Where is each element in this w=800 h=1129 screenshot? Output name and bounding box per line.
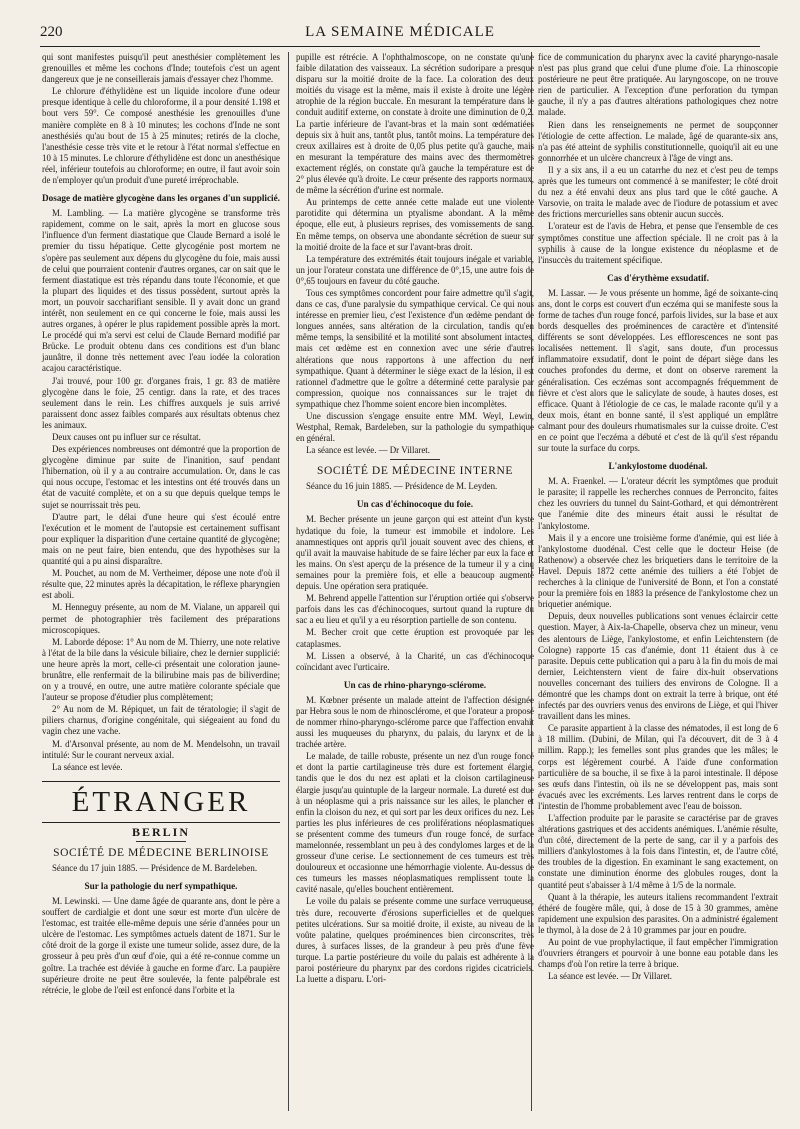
section-heading: L'ankylostome duodénal. [608,461,708,472]
paragraph: M. Lissen a observé, à la Charité, un cas d'échinocoque coïncidant avec l'urticaire. [296,650,534,672]
paragraph: Ce parasite appartient à la classe des nématodes, il est long de 6 à 18 millim. (Dubini, de Milan, qui l'a découvert, dit de 3 à 4 millim. Rapp.); les femelles sont plus grandes que les mâles; le corps est légèrement courbé. A l'aide d'une conformation particulière de sa bouche, il se fixe à la paroi intestinale. Il dépose ses œufs dans l'intestin, où ils ne se développent pas, mais sont évacués avec les excréments. Les larves rentrent dans le corps de l'intestin de l'homme probablement avec l'eau de boisson. [538,723,778,811]
paragraph: 2° Au nom de M. Répiquet, un fait de tératologie; il s'agit de piliers charnus, d'origine congénitale, qui siégeaient au fond du vagin chez une vache. [42,704,280,737]
paragraph: M. A. Fraenkel. — L'orateur décrit les symptômes que produit le parasite; il rappelle les recherches connues de Perroncito, faites chez les ouvriers du tunnel du Saint-Gothard, et qui démontrèrent que l'anémie dite des mineurs était aussi le résultat de l'ankylostome. [538,476,778,531]
paragraph: M. d'Arsonval présente, au nom de M. Mendelsohn, un travail intitulé: Sur le courant nerveux axial. [42,738,280,760]
paragraph: J'ai trouvé, pour 100 gr. d'organes frais, 1 gr. 83 de matière glycogène dans le foie, 25 centigr. dans la rate, et des traces seulement dans le rein. Les chiffres auxquels je suis arrivé paraissent donc assez faibles comparés aux résultats obtenus chez les animaux. [42,375,280,430]
section-heading: Cas d'érythème exsudatif. [607,272,709,283]
paragraph: Il y a six ans, il a eu un catarrhe du nez et c'est peu de temps après que les tumeurs ont commencé à se manifester; le côté droit du nez a été envahi deux ans plus tard que le côté gauche. A Varsovie, on traita le malade avec de l'iodure de potassium et avec des frictions mercurielles sans obtenir aucun succès. [538,164,778,220]
paragraph: Le malade, de taille robuste, présente un nez d'un rouge foncé et dont la partie cartilagineuse très dure est fortement élargie, tandis que le dos du nez est aplati et la cloison cartilagineuse élargie jusqu'au quintuple de la largeur normale. La dureté est due à un néoplasme qui a pris naissance sur les ailes, le plancher et enfin la cloison du nez, et qui sort par les deux orifices du nez. Les parties les plus inférieures de ces proliférations néoplasmatiques se présentent comme des tumeurs d'un rouge foncé, de surface mamelonnée, ressemblant un peu à des condylomes larges et de la grosseur d'une cerise. Le sectionnement de ces tumeurs est très douloureux et occasionne une hémorrhagie violente. Au-dessus de ces tumeurs les masses néoplasmatiques remplissent toute la cavité nasale, qu'elles bouchent entièrement. [296,751,534,895]
paragraph: Depuis, deux nouvelles publications sont venues éclaircir cette question. Mayer, à Aix-la-Chapelle, observa chez un mineur, venu des alentours de Liège, l'ankylostome, et enfin Leichtenstern (de Cologne) rapporte 15 cas d'anémie, dont 11 étaient dus à ce parasite. Depuis cette publication qui a paru à la fin du mois de mai dernier, Leichtenstern vient de faire dix-huit observations nouvelles concernant des tuiliers des environs de Cologne. Il a démontré que les champs dont on extrait la terre à brique, ont été infectés par des ouvriers venus des environs de Liège, et qui l'hiver travaillent dans les mines. [538,611,778,722]
paragraph: L'affection produite par le parasite se caractérise par de graves altérations gastriques et des accidents anémiques. L'anémie résulte, d'un côté, directement de la perte de sang, car il y a parfois des milliers d'ankylostomes à la fois dans l'intestin, et, de l'autre côté, des troubles de la digestion. En examinant le sang exactement, on constate une diminution énorme des globules rouges, dont la quantité peut s'abaisser à 1/4 même à 1/5 de la normale. [538,813,778,890]
column-divider-1 [288,52,289,1111]
paragraph: Une discussion s'engage ensuite entre MM. Weyl, Lewin, Westphal, Remak, Bardeleben, sur la pathologie du sympathique en général. [296,411,534,444]
paragraph: Le chlorure d'éthylidène est un liquide incolore d'une odeur presque identique à celle du chloroforme, il a pour densité 1.198 et bout vers 59°. Ce composé anesthésie les grenouilles d'une manière complète en 8 à 10 minutes; les cochons d'Inde ne sont anesthésiés qu'au bout de 15 à 25 minutes; retirés de la cloche, l'anesthésie cesse très vite et le retour à l'état normal s'effectue en 10 à 15 minutes. Le chlorure d'éthylidène est donc un anesthésique réel, inférieur toutefois au chloroforme; en outre, il faut avoir soin de n'employer qu'un produit d'une pureté irréprochable. [42,86,280,186]
society-heading: SOCIÉTÉ DE MÉDECINE BERLINOISE [53,846,269,859]
page-header [40,24,760,46]
paragraph: Tous ces symptômes concordent pour faire admettre qu'il s'agit, dans ce cas, d'une paralysie du sympathique cervical. Ce qui nous intéresse en premier lieu, c'est l'existence d'un œdème pendant de longues années, sans altération de la circulation, tandis qu'en même temps, la sensibilité et la motilité sont absolument intactes, mais cet œdème est en connexion avec une série d'autres altérations que nous rapportons à une affection du nerf sympathique. Quant à déterminer le siège exact de la lésion, il est rationnel d'admettre que le goître a déterminé cette paralysie par compression, quoique nos connaissances sur le trajet du sympathique chez l'homme soient encore bien incomplètes. [296,287,534,409]
city-heading: BERLIN [131,824,190,839]
column-3 [538,52,778,983]
paragraph: Au point de vue prophylactique, il faut empêcher l'immigration d'ouvriers étrangers et pourvoir à une bonne eau potable dans les champs d'où l'on retire la terre à brique. [538,937,778,970]
page-number: 220 [40,24,63,40]
paragraph: M. Becher croit que cette éruption est provoquée par les cataplasmes. [296,627,534,649]
header-rule [40,46,760,47]
section-heading: Un cas d'échinocoque du foie. [356,499,474,510]
section-heading: Dosage de matière glycogène dans les organes d'un supplicié. [42,193,280,204]
column-2 [296,52,534,986]
paragraph: M. Lewinski. — Une dame âgée de quarante ans, dont le père a souffert de cardialgie et dont une sœur est morte d'un ulcère de l'estomac, est traitée elle-même depuis une série d'années pour un ulcère de l'estomac. Les symptômes actuels datent de 1871. Sur le côté droit de la gorge il existe une tumeur solide, assez dure, de la grosseur à peu près d'un œuf d'oie, qui a été re-connue comme un goître. La trachée est déviée à gauche en forme d'arc. La paupière supérieure droite ne peut être soulevée, la fente palpébrale est rétrécie, le globe de l'œil est enfoncé dans l'orbite et la [42,896,280,995]
paragraph: La séance est levée. [52,761,123,772]
paragraph: Mais il y a encore une troisième forme d'anémie, qui est liée à l'ankylostome duodénal. C'est celle que le docteur Heise (de Rathenow) a observée chez les briquetiers dans le territoire de la Havel. Depuis 1872 cette anémie des tuiliers a été l'objet de recherches à la clinique de l'université de Bonn, et l'on a constaté pour la première fois en 1883 la présence de l'ankylostome chez un briquetier anémique. [538,532,778,610]
paragraph: M. Lassar. — Je vous présente un homme, âgé de soixante-cinq ans, dont le corps est couvert d'un eczéma qui se manifeste sous la forme de taches d'un rouge foncé, parfois livides, sur la base et aux bords desquelles des proéminences de caractère et d'intensité différents se sont développées. Les efflorescences ne sont pas localisées nettement. Il s'agit, sans doute, d'un processus inflammatoire exsudatif, dont le point de départ siège dans les couches profondes du derme, et dont on observe rarement la généralisation. Ces eczémas sont accompagnés fréquemment de fièvre et c'est alors que le salicylate de soude, à hautes doses, est efficace. Quant à l'étiologie de ce cas, le malade raconte qu'il y a deux mois, étant en bonne santé, il s'est appliqué un emplâtre calmant pour des douleurs rhumatismales sur la cuisse droite. C'est en ce point que l'eczéma a débuté et c'est de là qu'il s'est répandu sur toute la surface du corps. [538,287,778,454]
paragraph: L'orateur est de l'avis de Hebra, et pense que l'ensemble de ces symptômes constitue une affection spéciale. Il ne croit pas à la syphilis à cause de la longue existence du néoplasme et de l'insuccès du traitement spécifique. [538,221,778,265]
session-line: Séance du 17 juin 1885. — Présidence de M. Bardeleben. [52,862,258,873]
paragraph: M. Kœbner présente un malade atteint de l'affection désignée par Hebra sous le nom de rhinosclérome, et que l'orateur a proposé de nommer rhino-pharyngo-sclérome parce que l'affection envahit aussi les muqueuses du pharynx, du palais, du larynx et de la trachée artère. [296,694,534,750]
paragraph: M. Henneguy présente, au nom de M. Vialane, un appareil qui permet de photographier très facilement des préparations microscopiques. [42,602,280,635]
column-1 [42,52,280,997]
divider [390,459,440,460]
paragraph: M. Lambling. — La matière glycogène se transforme très rapidement, comme on le sait, après la mort en glucose sous l'influence d'un ferment diastatique que Claude Bernard a isolé le premier du tissu hépatique. Cette glycogénie post mortem ne s'opère pas seulement aux dépens du glycogène du foie, mais aussi de celui que pourraient contenir d'autres organes, car on sait que le ferment diastatique est très répandu dans toute l'économie, et que la plupart des liquides et des tissus possèdent, surtout après la mort, un pouvoir saccharifiant sensible. Il y avait donc un grand intérêt, non seulement en ce qui concerne le foie, mais aussi les autres organes, à opérer le plus rapidement possible après la mort. Le procédé qui m'a servi est celui de Claude Bernard modifié par Brücke. Le produit obtenu dans ces conditions est d'un blanc jaunâtre, il donne très nettement avec l'eau iodée la coloration acajou caractéristique. [42,208,280,374]
paragraph: La séance est levée. — Dr Villaret. [306,445,430,456]
section-title-etranger: ÉTRANGER [42,781,280,823]
paragraph: Le voile du palais se présente comme une surface verruqueuse, très dure, recouverte d'érosions superficielles et de quelques petites ulcérations. Sur sa moitié droite, il existe, au niveau de la voûte palatine, quelques proéminences bien circonscrites, très dures, à surfaces lisses, de la grandeur à peu près d'une fève turque. La partie postérieure du voile du palais est adhérente à la paroi postérieure du pharynx par des cordons rigides cicatriciels. La luette a disparu. L'ori- [296,896,534,985]
paragraph: Au printemps de cette année cette malade eut une violente parotidite qui détermina un ptyalisme abondant. A la même époque, elle eut, à plusieurs reprises, des vomissements de sang. En même temps, on observa une abondante sécrétion de sueur sur la moitié droite de la face et sur l'avant-bras droit. [296,197,534,252]
paragraph: pupille est rétrécie. A l'ophthalmoscope, on ne constate qu'une faible dilatation des vaisseaux. La sécrétion sudoripare a presque disparu sur la moitié droite de la face. La coloration des deux moitiés du visage est la même, mais il existe à droite une légère atrophie de la région buccale. En mesurant la température dans le conduit auditif externe, on constate à droite une diminution de 0,2. La partie inférieure de l'avant-bras et la main sont œdématiées depuis six à huit ans, tantôt plus, tantôt moins. La température des creux axillaires est à droite de 0,05 plus petite qu'à gauche, mais en mesurant la température des mains avec des thermomètres exactement réglés, on constate qu'à gauche la température est de 2° plus élevée qu'à droite. Le cœur présente des rapports normaux, de même la sécrétion d'urine est normale. [296,52,534,196]
session-line: Séance du 16 juin 1885. — Présidence de M. Leyden. [306,481,498,492]
paragraph: La température des extrémités était toujours inégale et variable, un jour l'orateur constata une différence de 0°,15, une autre fois de 0°,65 toujours en faveur du côté gauche. [296,253,534,286]
paragraph: Deux causes ont pu influer sur ce résultat. [52,432,201,442]
paragraph: M. Laborde dépose: 1° Au nom de M. Thierry, une note relative à l'état de la bile dans la vésicule biliaire, chez le dernier supplicié: une heure après la mort, celle-ci présentait une coloration jaune-brunâtre, elle renfermait de la bilirubine mais pas de biliverdine; on y a trouvé, en outre, une autre matière colorante spéciale que l'auteur se propose d'étudier plus complètement; [42,636,280,703]
divider [136,841,186,842]
paragraph: D'autre part, le délai d'une heure qui s'est écoulé entre l'exécution et le moment de l'autopsie est certainement suffisant pour expliquer la disparition d'une certaine quantité de glycogène; mais on ne peut faire, bien entendu, que des hypothèses sur la quantité qui a pu ainsi disparaître. [42,511,280,567]
paragraph: M. Pouchet, au nom de M. Vertheimer, dépose une note d'où il résulte que, 22 minutes après la décapitation, le réflexe pharyngien est aboli. [42,568,280,601]
section-heading: Un cas de rhino-pharyngo-sclérome. [343,679,487,690]
journal-title: LA SEMAINE MÉDICALE [305,24,495,40]
paragraph: Des expériences nombreuses ont démontré que la proportion de glycogène diminue par suite de l'inanition, sauf pendant l'hibernation, où il y a au contraire accumulation. Or, dans le cas qui nous occupe, l'estomac et les intestins ont été trouvés dans un état de vacuité complète, et on a su que depuis quelque temps le sujet se nourrissait très peu. [42,444,280,510]
society-heading: SOCIÉTÉ DE MÉDECINE INTERNE [316,465,514,478]
paragraph: qui sont manifestes puisqu'il peut anesthésier complètement les grenouilles et même les cochons d'Inde; toutefois c'est un agent dangereux que je ne conseillerais jamais d'essayer chez l'homme. [42,52,280,85]
paragraph: M. Becher présente un jeune garçon qui est atteint d'un kyste hydatique du foie, la tumeur est immobile et indolore. Les anamnestiques ont appris qu'il jouait souvent avec des chiens, et qu'il avait la mauvaise habitude de se faire lécher par eux la face et les mains. On s'est aperçu de la présence de la tumeur il y a cinq semaines pour la première fois, et elle a beaucoup augmenté depuis. Une opération sera pratiquée. [296,514,534,592]
section-heading: Sur la pathologie du nerf sympathique. [84,881,238,891]
paragraph: La séance est levée. — Dr Villaret. [548,971,672,982]
paragraph: Rien dans les renseignements ne permet de soupçonner l'étiologie de cette affection. Le malade, âgé de quarante-six ans, n'a pas été atteint de syphilis constitutionnelle, quoiqu'il ait eu une gonnorrhée et un ulcère chancreux à l'âge de vingt ans. [538,119,778,163]
paragraph: fice de communication du pharynx avec la cavité pharyngo-nasale n'est pas plus grand que celui d'une plume d'oie. La rhinoscopie postérieure ne peut être pratiquée. Au laryngoscope, on ne trouve rien de particulier. A l'exception d'une perforation du tympan gauche, il n'y a pas d'autres altérations pathologiques chez notre malade. [538,52,778,118]
paragraph: Quant à la thérapie, les auteurs italiens recommandent l'extrait éthéré de fougère mâle, qui, à dose de 15 à 30 grammes, amène rapidement une expulsion des parasites. On a administré également le thymol, à la dose de 2 à 10 grammes par jour en poudre. [538,891,778,935]
paragraph: M. Behrend appelle l'attention sur l'éruption ortiée qui s'observe parfois dans les cas d'échinocoques, surtout quand la rupture du sac a eu lieu et qu'il y a eu résorption partielle de son contenu. [296,593,534,626]
